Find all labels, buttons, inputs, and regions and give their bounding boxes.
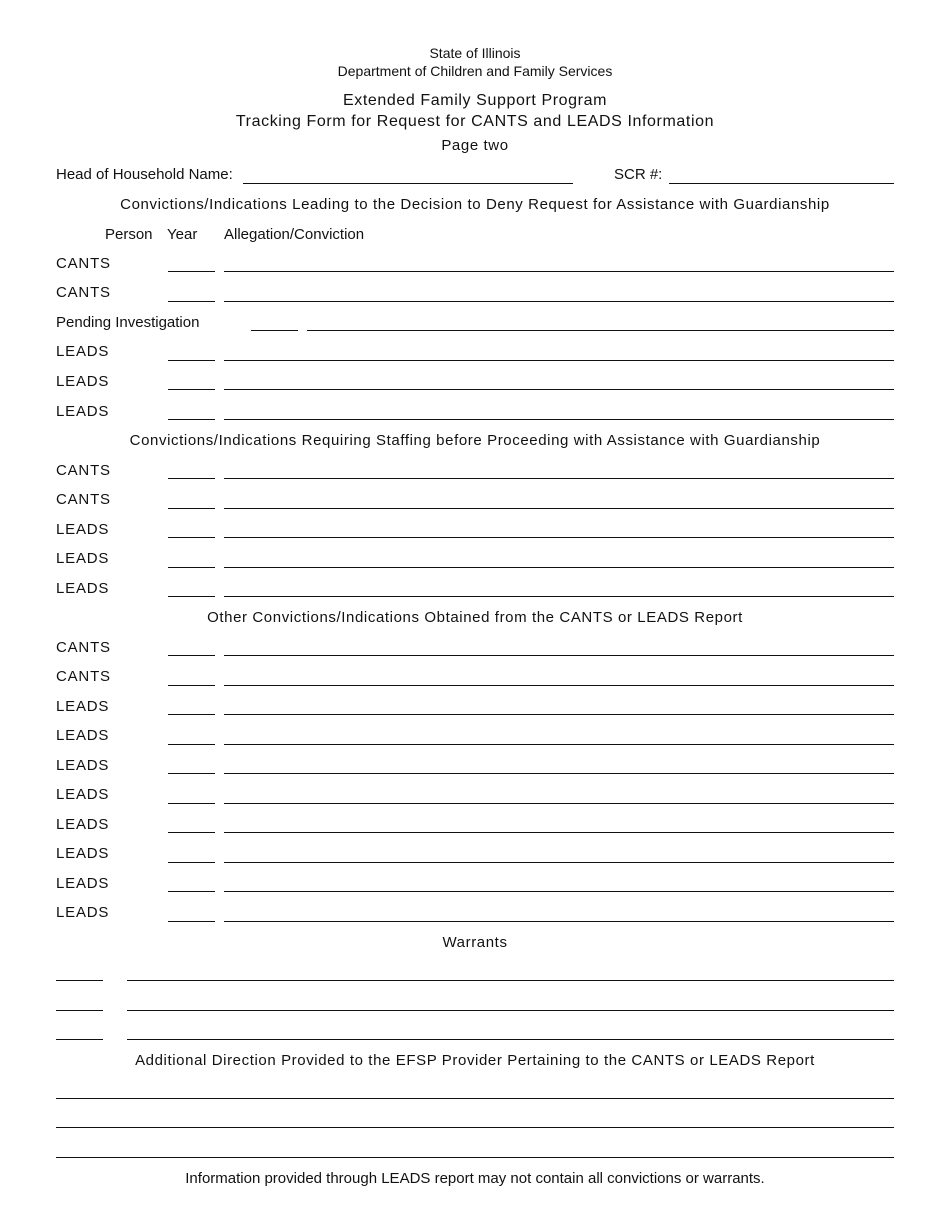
head-of-household-field[interactable] bbox=[243, 183, 573, 184]
year-field[interactable] bbox=[168, 596, 215, 597]
scr-field[interactable] bbox=[669, 183, 894, 184]
year-field[interactable] bbox=[168, 921, 215, 922]
year-field[interactable] bbox=[168, 478, 215, 479]
head-of-household-label: Head of Household Name: bbox=[56, 166, 233, 183]
row-label: LEADS bbox=[56, 698, 110, 715]
year-field[interactable] bbox=[168, 301, 215, 302]
form-title: Tracking Form for Request for CANTS and LEADS Information bbox=[235, 113, 715, 130]
row-label: LEADS bbox=[56, 550, 110, 567]
allegation-field[interactable] bbox=[224, 832, 894, 833]
agency-line-2: Department of Children and Family Services bbox=[337, 63, 613, 79]
allegation-field[interactable] bbox=[224, 714, 894, 715]
row-label: CANTS bbox=[56, 639, 111, 656]
row-label: LEADS bbox=[56, 816, 110, 833]
allegation-field[interactable] bbox=[224, 271, 894, 272]
warrant-detail-field[interactable] bbox=[127, 1010, 894, 1011]
row-label: CANTS bbox=[56, 491, 111, 508]
warrants-title: Warrants bbox=[442, 934, 508, 951]
row-label: LEADS bbox=[56, 875, 110, 892]
warrant-year-field[interactable] bbox=[56, 1039, 103, 1040]
warrant-year-field[interactable] bbox=[56, 980, 103, 981]
scr-label: SCR #: bbox=[614, 166, 663, 183]
row-label: LEADS bbox=[56, 757, 110, 774]
allegation-field[interactable] bbox=[224, 419, 894, 420]
additional-direction-line[interactable] bbox=[56, 1098, 894, 1099]
allegation-field[interactable] bbox=[224, 655, 894, 656]
footer-note: Information provided through LEADS report may not contain all convictions or warrants. bbox=[185, 1170, 765, 1187]
additional-direction-line[interactable] bbox=[56, 1127, 894, 1128]
allegation-field[interactable] bbox=[224, 891, 894, 892]
warrant-year-field[interactable] bbox=[56, 1010, 103, 1011]
row-label: LEADS bbox=[56, 904, 110, 921]
allegation-field[interactable] bbox=[224, 389, 894, 390]
allegation-field[interactable] bbox=[224, 803, 894, 804]
year-field[interactable] bbox=[168, 655, 215, 656]
section-other-title: Other Convictions/Indications Obtained from the CANTS or LEADS Report bbox=[207, 609, 743, 626]
allegation-field[interactable] bbox=[224, 921, 894, 922]
agency-line-1: State of Illinois bbox=[429, 45, 521, 61]
warrant-detail-field[interactable] bbox=[127, 1039, 894, 1040]
year-field[interactable] bbox=[168, 803, 215, 804]
allegation-field[interactable] bbox=[224, 508, 894, 509]
year-field[interactable] bbox=[251, 330, 298, 331]
section-staffing-title: Convictions/Indications Requiring Staffing before Proceeding with Assistance with Guardianship bbox=[129, 432, 821, 449]
row-label: CANTS bbox=[56, 255, 111, 272]
warrant-detail-field[interactable] bbox=[127, 980, 894, 981]
allegation-field[interactable] bbox=[224, 301, 894, 302]
allegation-field[interactable] bbox=[224, 862, 894, 863]
year-field[interactable] bbox=[168, 744, 215, 745]
year-field[interactable] bbox=[168, 773, 215, 774]
row-label: CANTS bbox=[56, 668, 111, 685]
col-person-header: Person bbox=[105, 226, 153, 243]
row-label: LEADS bbox=[56, 343, 110, 360]
allegation-field[interactable] bbox=[224, 360, 894, 361]
row-label: LEADS bbox=[56, 373, 110, 390]
allegation-field[interactable] bbox=[224, 478, 894, 479]
year-field[interactable] bbox=[168, 508, 215, 509]
year-field[interactable] bbox=[168, 389, 215, 390]
year-field[interactable] bbox=[168, 567, 215, 568]
allegation-field[interactable] bbox=[224, 567, 894, 568]
col-allegation-header: Allegation/Conviction bbox=[224, 226, 365, 243]
row-label: LEADS bbox=[56, 521, 110, 538]
allegation-field[interactable] bbox=[224, 685, 894, 686]
year-field[interactable] bbox=[168, 862, 215, 863]
row-label: Pending Investigation bbox=[56, 314, 200, 331]
row-label: CANTS bbox=[56, 284, 111, 301]
year-field[interactable] bbox=[168, 891, 215, 892]
allegation-field[interactable] bbox=[224, 596, 894, 597]
allegation-field[interactable] bbox=[224, 537, 894, 538]
year-field[interactable] bbox=[168, 537, 215, 538]
row-label: LEADS bbox=[56, 727, 110, 744]
year-field[interactable] bbox=[168, 832, 215, 833]
row-label: LEADS bbox=[56, 403, 110, 420]
page-label: Page two bbox=[441, 137, 509, 154]
section-deny-title: Convictions/Indications Leading to the Decision to Deny Request for Assistance with Guardianship bbox=[120, 196, 830, 213]
allegation-field[interactable] bbox=[307, 330, 894, 331]
year-field[interactable] bbox=[168, 360, 215, 361]
year-field[interactable] bbox=[168, 685, 215, 686]
year-field[interactable] bbox=[168, 419, 215, 420]
row-label: LEADS bbox=[56, 580, 110, 597]
row-label: LEADS bbox=[56, 786, 110, 803]
allegation-field[interactable] bbox=[224, 773, 894, 774]
program-title: Extended Family Support Program bbox=[342, 92, 608, 109]
additional-direction-line[interactable] bbox=[56, 1157, 894, 1158]
row-label: CANTS bbox=[56, 462, 111, 479]
additional-direction-title: Additional Direction Provided to the EFSP Provider Pertaining to the CANTS or LEADS Report bbox=[135, 1052, 815, 1069]
row-label: LEADS bbox=[56, 845, 110, 862]
allegation-field[interactable] bbox=[224, 744, 894, 745]
year-field[interactable] bbox=[168, 271, 215, 272]
col-year-header: Year bbox=[167, 226, 198, 243]
year-field[interactable] bbox=[168, 714, 215, 715]
